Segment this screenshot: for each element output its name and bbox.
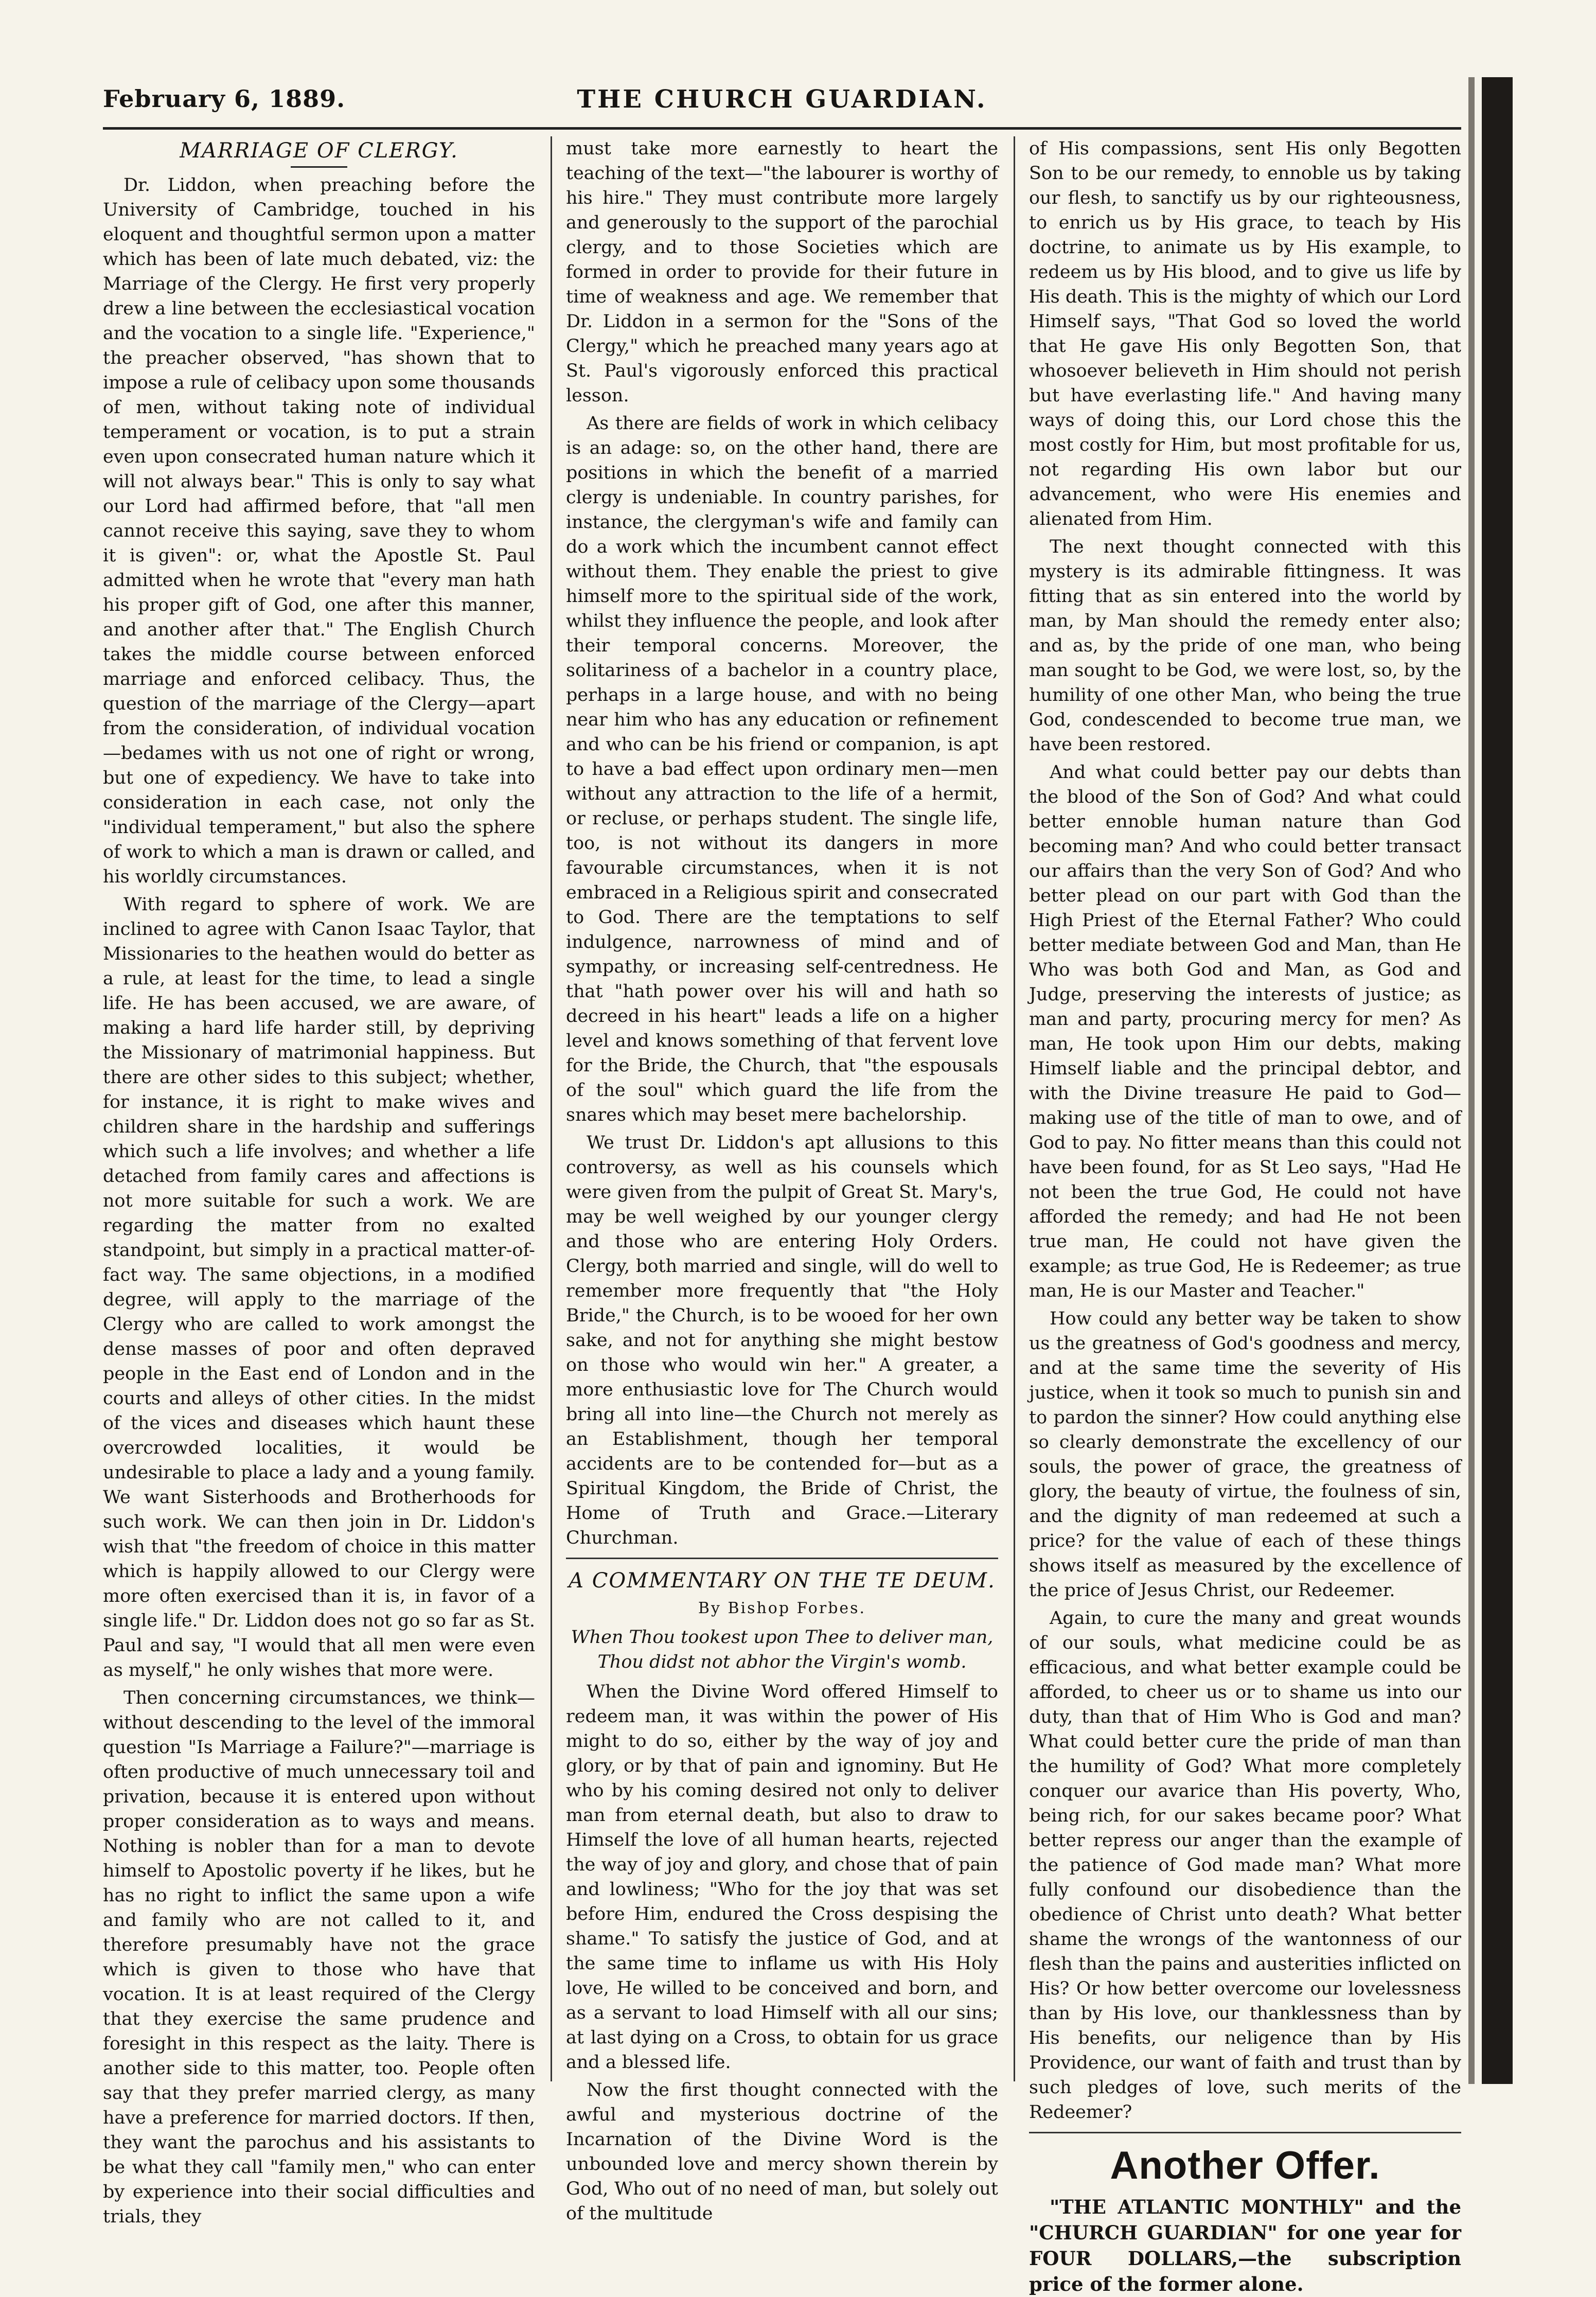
column-rule-1 <box>551 136 552 2081</box>
article-epigraph: When Thou tookest upon Thee to deliver man, Thou didst not abhor the Virgin's womb. <box>571 1627 994 1672</box>
masthead <box>103 80 1461 126</box>
article-separator <box>566 1558 998 1559</box>
article-paragraph: Dr. Liddon, when preaching before the University of Cambridge, touched in his eloquent and thoughtful sermon upon a matter which has been of late much debated, viz: the Marriage of the Clergy. He first very properly drew a line between the ecclesiastical vocation and the vocation to a single life. "Experience," the preacher observed, "has shown that to impose a rule of celibacy upon some thousands of men, without taking note of individual temperament or vocation, is to put a strain even upon consecrated human nature which it will not always bear." This is only to say what our Lord had affirmed before, that "all men cannot receive this saying, save they to whom it is given": or, what the Apostle St. Paul admitted when he wrote that "every man hath his proper gift of God, one after this manner, and another after that." The English Church takes the middle course between enforced marriage and enforced celibacy. Thus, the question of the marriage of the Clergy—apart from the consideration, of individual vocation—bedames with us not one of right or wrong, but one of expediency. We have to take into consideration in each case, not only the "individual temperament," but also the sphere of work to which a man is drawn or called, and his worldly circumstances. <box>103 175 535 887</box>
newspaper-page <box>103 80 1461 2295</box>
article-paragraph: As there are fields of work in which celibacy is an adage: so, on the other hand, there are positions in which the benefit of a married clergy is undeniable. In country parishes, for instance, the clergyman's wife and family can do a work which the incumbent cannot effect without them. They enable the priest to give himself more to the spiritual side of the work, whilst they influence the people, and look after their temporal concerns. Moreover, the solitariness of a bachelor in a country place, perhaps in a large house, and with no being near him who has any education or refinement and who can be his friend or companion, is apt to have a bad effect upon ordinary men—men without any attraction to the life of a hermit, or recluse, or perhaps student. The single life, too, is not without its dangers in more favourable circumstances, when it is not embraced in a Religious spirit and consecrated to God. There are the temptations to self indulgence, narrowness of mind and of sympathy, or increasing self-centredness. He that "hath power over his will and hath so decreed in his heart" leads a life on a higher level and knows something of that fervent love for the Bride, the Church, that "the espousals of the soul" which guard the life from the snares which may beset mere bachelorship. <box>566 413 998 1125</box>
article-paragraph: must take more earnestly to heart the teaching of the text—"the labourer is worthy of his hire." They must contribute more largely and generously to the support of the parochial clergy, and to those Societies which are formed in order to provide for their future in time of weakness and age. We remember that Dr. Liddon in a sermon for the "Sons of the Clergy," which he preached many years ago at St. Paul's vigorously enforced this practical lesson. <box>566 138 998 406</box>
page-edge-binding <box>1482 77 1513 2084</box>
article-paragraph: How could any better way be taken to show us the greatness of God's goodness and mercy, and at the same time the severity of His justice, when it took so much to punish sin and to pardon the sinner? How could anything else so clearly demonstrate the excellency of our souls, the power of grace, the greatness of glory, the beauty of virtue, the foulness of sin, and the dignity of man redeemed at such a price? for the value of each of these things shows itself as measured by the excellence of the price of Jesus Christ, our Redeemer. <box>1029 1309 1461 1601</box>
masthead-rule <box>103 127 1461 130</box>
article-paragraph: The next thought connected with this mystery is its admirable fittingness. It was fitting that as sin entered into the world by man, by Man should the remedy enter also; and as, by the pride of one man, who being man sought to be God, we were lost, so, by the humility of one other Man, who being the true God, condescended to become true man, we have been restored. <box>1029 537 1461 755</box>
advert-separator <box>1029 2132 1461 2133</box>
article-paragraph: And what could better pay our debts than the blood of the Son of God? And what could better ennoble human nature than God becoming man? And who could better transact our affairs than the very Son of God? And who better plead on our part with God than the High Priest of the Eternal Father? Who could better mediate between God and Man, than He Who was both God and Man, as God and Judge, preserving the interests of justice; as man and party, procuring mercy for men? As man, He took upon Him our debts, making Himself liable and the principal debtor, and with the Divine treasure He paid to God—making use of the title of man to owe, and of God to pay. No fitter means than this could not have been found, for as St Leo says, "Had He not been the true God, He could not have afforded the remedy; and had He not been true man, He could not have given the example; as true God, He is Redeemer; as true man, He is our Master and Teacher." <box>1029 762 1461 1301</box>
article-paragraph: When the Divine Word offered Himself to redeem man, it was within the power of His might to do so, either by the way of joy and glory, or by that of pain and ignominy. But He who by his coming desired not only to deliver man from eternal death, but also to draw to Himself the love of all human hearts, rejected the way of joy and glory, and chose that of pain and lowliness; "Who for the joy that was set before Him, endured the Cross despising the shame." To satisfy the justice of God, and at the same time to inflame us with His Holy love, He willed to be conceived and born, and as a servant to load Himself with all our sins; at last dying on a Cross, to obtain for us grace and a blessed life. <box>566 1682 998 2073</box>
article-paragraph: We trust Dr. Liddon's apt allusions to this controversy, as well as his counsels which were given from the pulpit of Great St. Mary's, may be well weighed by our younger clergy and those who are entering Holy Orders. Clergy, both married and single, will do well to remember more frequently that "the Holy Bride," the Church, is to be wooed for her own sake, and not for anything she might bestow on those who would win her." A greater, a more enthusiastic love for The Church would bring all into line—the Church not merely as an Establishment, though her temporal accidents are to be contended for—but as a Spiritual Kingdom, the Bride of Christ, the Home of Truth and Grace.—Literary Churchman. <box>566 1133 998 1548</box>
column-2 <box>566 136 998 2229</box>
article-title-te-deum: A COMMENTARY ON THE TE DEUM. <box>569 1569 996 1593</box>
article-paragraph: Again, to cure the many and great wounds of our souls, what medicine could be as efficacious, and what better example could be afforded, to cheer us or to shame us into our duty, than that of Him Who is God and man? What could better cure the pride of man than the humility of God? What more completely conquer our avarice than His poverty, Who, being rich, for our sakes became poor? What better repress our anger than the example of the patience of God made man? What more fully confound our disobedience than the obedience of Christ unto death? What better shame the wrongs of the wantonness of our flesh than the pains and austerities inflicted on His? Or how better overcome our lovelessness than by His love, our thanklessness than by His benefits, our neligence than by His Providence, our want of faith and trust than by such pledges of love, such merits of the Redeemer? <box>1029 1608 1461 2123</box>
article-byline: By Bishop Forbes. <box>698 1599 866 1617</box>
title-rule <box>291 166 347 168</box>
issue-date: February 6, 1889. <box>103 85 346 113</box>
advert-title: Another Offer. <box>1110 2144 1380 2187</box>
column-1 <box>103 136 535 2232</box>
article-paragraph: Now the first thought connected with the awful and mysterious doctrine of the Incarnation of the Divine Word is the unbounded love and mercy shown therein by God, Who out of no need of man, but solely out of the multitude <box>566 2080 998 2224</box>
article-paragraph: of His compassions, sent His only Begotten Son to be our remedy, to ennoble us by taking our flesh, to sanctify us by our righteousness, to enrich us by His grace, to teach by His doctrine, to animate us by His example, to redeem us by His blood, and to give us life by His death. This is the mighty of which our Lord Himself says, "That God so loved the world that He gave His only Begotten Son, that whosoever believeth in Him should not perish but have everlasting life." And having many ways of doing this, our Lord chose this the most costly for Him, but most profitable for us, not regarding His own labor but our advancement, who were His enemies and alienated from Him. <box>1029 138 1461 529</box>
column-rule-2 <box>1014 136 1015 2081</box>
article-paragraph: Then concerning circumstances, we think—without descending to the level of the immoral question "Is Marriage a Failure?"—marriage is often productive of much unnecessary toil and privation, because it is entered upon without proper consideration as to ways and means. Nothing is nobler than for a man to devote himself to Apostolic poverty if he likes, but he has no right to inflict the same upon a wife and family who are not called to it, and therefore presumably have not the grace which is given to those who have that vocation. It is at least required of the Clergy that they exercise the same prudence and foresight in this respect as the laity. There is another side to this matter, too. People often say that they prefer married clergy, as many have a preference for married doctors. If then, they want the parochus and his assistants to be what they call "family men," who can enter by experience into their social difficulties and trials, they <box>103 1688 535 2227</box>
article-title-marriage-of-clergy: MARRIAGE OF CLERGY. <box>180 139 458 163</box>
binding-shadow <box>1468 77 1475 2084</box>
column-3 <box>1029 136 1461 2297</box>
newspaper-title: THE CHURCH GUARDIAN. <box>577 85 987 114</box>
article-paragraph: With regard to sphere of work. We are inclined to agree with Canon Isaac Taylor, that Missionaries to the heathen would do better as a rule, at least for the time, to lead a single life. He has been accused, we are aware, of making a hard life harder still, by depriving the Missionary of matrimonial happiness. But there are other sides to this subject; whether, for instance, it is right to make wives and children share in the hardship and sufferings which such a life involves; and whether a life detached from family cares and affections is not more suitable for such a work. We are regarding the matter from no exalted standpoint, but simply in a practical matter-of-fact way. The same objections, in a modified degree, will apply to the marriage of the Clergy who are called to work amongst the dense masses of poor and often depraved people in the East end of London and in the courts and alleys of other cities. In the midst of the vices and diseases which haunt these overcrowded localities, it would be undesirable to place a lady and a young family. We want Sisterhoods and Brotherhoods for such work. We can then join in Dr. Liddon's wish that "the freedom of choice in this matter which is happily allowed to our Clergy were more often exercised than it is, in favor of a single life." Dr. Liddon does not go so far as St. Paul and say, "I would that all men were even as myself," he only wishes that more were. <box>103 894 535 1681</box>
advert-text: "THE ATLANTIC MONTHLY" and the "CHURCH GUARDIAN" for one year for FOUR DOLLARS,—the subscription price of the former alone. <box>1029 2196 1461 2295</box>
advert-body <box>1029 2194 1461 2297</box>
